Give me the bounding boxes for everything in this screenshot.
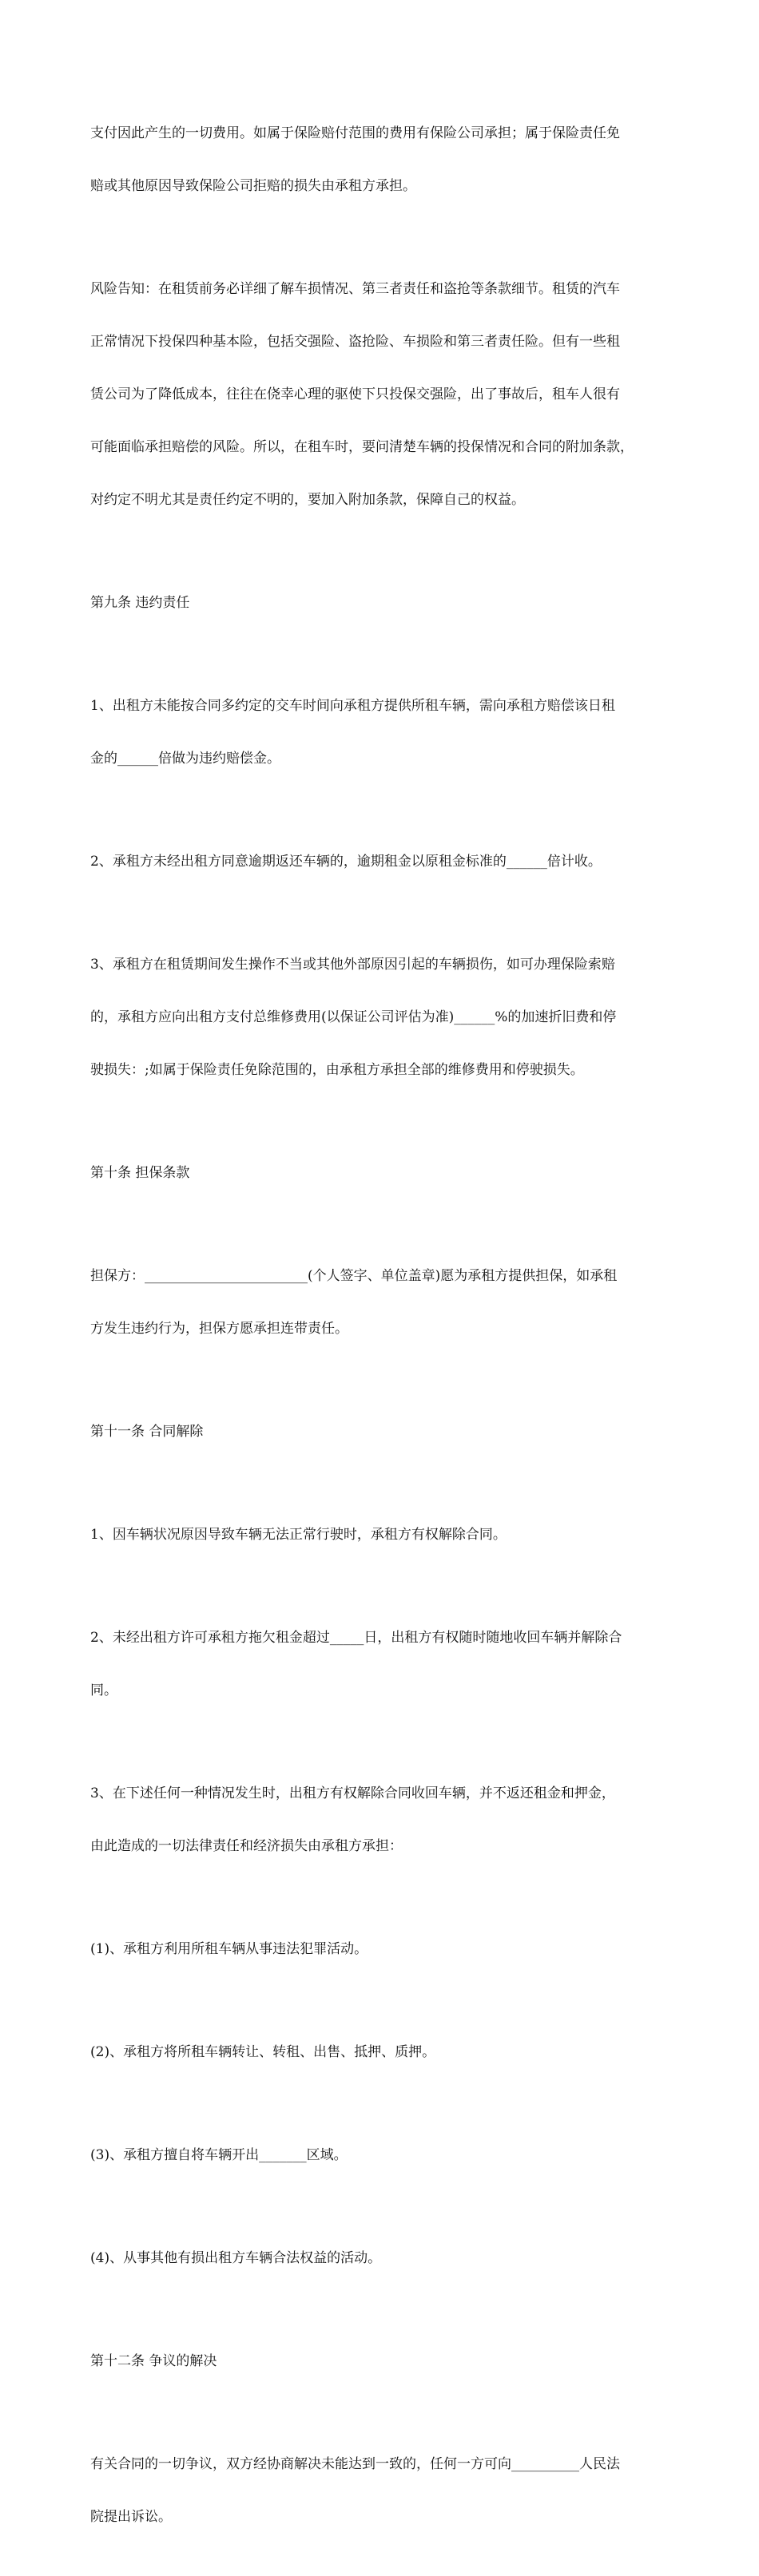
clause-11-3-item-4 xyxy=(90,2214,672,2302)
section-heading-article-12 xyxy=(90,2317,672,2405)
text-line: 由此造成的一切法律责任和经济损失由承租方承担： xyxy=(90,1838,403,1854)
clause-9-1 xyxy=(90,662,672,803)
section-heading-article-9 xyxy=(90,559,672,647)
text-line: 担保方：________________________(个人签字、单位盖章)愿为承租方提供担保，如承租 xyxy=(90,1268,618,1284)
text-line: 可能面临承担赔偿的风险。所以，在租车时，要问清楚车辆的投保情况和合同的附加条款， xyxy=(90,439,634,455)
clause-11-3 xyxy=(90,1750,672,1890)
text-line: 赔或其他原因导致保险公司拒赔的损失由承租方承担。 xyxy=(90,178,416,194)
clause-dispute-resolution xyxy=(90,2420,672,2561)
clause-11-3-item-1 xyxy=(90,1905,672,1993)
section-heading-text: 第十一条 合同解除 xyxy=(90,1424,204,1440)
text-line: (2)、承租方将所租车辆转让、转租、出售、抵押、质押。 xyxy=(90,2044,436,2060)
section-heading-article-10 xyxy=(90,1129,672,1217)
text-line: 的，承租方应向出租方支付总维修费用(以保证公司评估为准)______%的加速折旧费和停 xyxy=(90,1009,617,1025)
text-line: 2、承租方未经出租方同意逾期返还车辆的，逾期租金以原租金标准的______倍计收。 xyxy=(90,854,602,870)
clause-11-3-item-2 xyxy=(90,2008,672,2096)
text-line: (1)、承租方利用所租车辆从事违法犯罪活动。 xyxy=(90,1941,368,1957)
clause-11-1 xyxy=(90,1491,672,1579)
clause-9-2 xyxy=(90,818,672,906)
text-line: 2、未经出租方许可承租方拖欠租金超过_____日，出租方有权随时随地收回车辆并解除合 xyxy=(90,1630,622,1646)
text-line: (3)、承租方擅自将车辆开出_______区域。 xyxy=(90,2147,348,2163)
text-line: 风险告知：在租赁前务必详细了解车损情况、第三者责任和盗抢等条款细节。租赁的汽车 xyxy=(90,281,620,297)
clause-11-3-item-3 xyxy=(90,2111,672,2199)
text-line: 有关合同的一切争议，双方经协商解决未能达到一致的，任何一方可向__________人民法 xyxy=(90,2456,620,2472)
text-line: 1、因车辆状况原因导致车辆无法正常行驶时，承租方有权解除合同。 xyxy=(90,1527,507,1543)
text-line: 正常情况下投保四种基本险，包括交强险、盗抢险、车损险和第三者责任险。但有一些租 xyxy=(90,334,620,350)
text-line: 驶损失：;如属于保险责任免除范围的，由承租方承担全部的维修费用和停驶损失。 xyxy=(90,1062,584,1078)
text-line: 赁公司为了降低成本，往往在侥幸心理的驱使下只投保交强险，出了事故后，租车人很有 xyxy=(90,386,620,402)
clause-guarantor xyxy=(90,1232,672,1373)
paragraph-insurance-cost xyxy=(90,89,672,230)
section-heading-article-11 xyxy=(90,1388,672,1476)
text-line: 同。 xyxy=(90,1682,117,1698)
text-line: 对约定不明尤其是责任约定不明的，要加入附加条款，保障自己的权益。 xyxy=(90,492,525,508)
clause-11-2 xyxy=(90,1594,672,1734)
section-heading-text: 第十二条 争议的解决 xyxy=(90,2353,217,2369)
section-heading-text: 第十条 担保条款 xyxy=(90,1165,190,1181)
document-page xyxy=(90,89,672,2576)
text-line: (4)、从事其他有损出租方车辆合法权益的活动。 xyxy=(90,2250,382,2266)
clause-9-3 xyxy=(90,921,672,1114)
section-heading-text: 第九条 违约责任 xyxy=(90,595,190,611)
text-line: 金的______倍做为违约赔偿金。 xyxy=(90,751,280,767)
paragraph-risk-notice xyxy=(90,245,672,544)
text-line: 1、出租方未能按合同多约定的交车时间向承租方提供所租车辆，需向承租方赔偿该日租 xyxy=(90,698,615,714)
text-line: 院提出诉讼。 xyxy=(90,2509,172,2525)
text-line: 3、承租方在租赁期间发生操作不当或其他外部原因引起的车辆损伤，如可办理保险索赔 xyxy=(90,957,615,973)
text-line: 支付因此产生的一切费用。如属于保险赔付范围的费用有保险公司承担；属于保险责任免 xyxy=(90,125,620,141)
text-line: 方发生违约行为，担保方愿承担连带责任。 xyxy=(90,1321,348,1337)
text-line: 3、在下述任何一种情况发生时，出租方有权解除合同收回车辆，并不返还租金和押金， xyxy=(90,1785,615,1801)
